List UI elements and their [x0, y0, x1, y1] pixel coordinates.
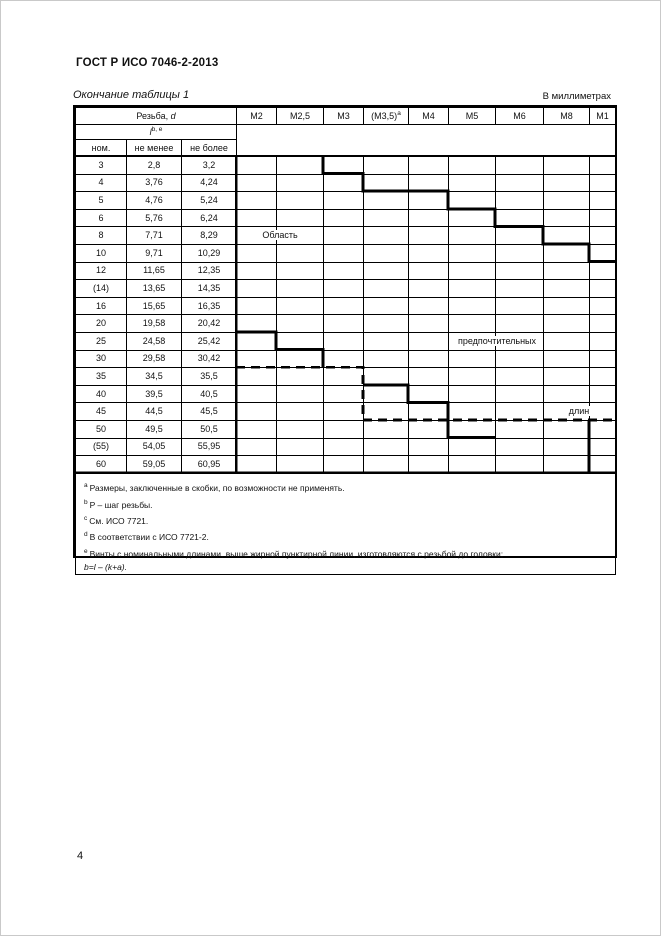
diagram-cell [237, 262, 277, 280]
diagram-cell [324, 350, 364, 368]
diagram-cell [277, 350, 324, 368]
diagram-cell [364, 332, 409, 350]
diagram-cell [409, 438, 449, 456]
diagram-cell [590, 403, 616, 421]
column-header-(m3,5): $(M3,5)^a$ [364, 108, 409, 125]
diagram-cell [409, 209, 449, 227]
standard-number-heading: ГОСТ Р ИСО 7046-2-2013 [76, 57, 219, 69]
diagram-cell [449, 244, 496, 262]
max-length: 5,24 [182, 192, 237, 210]
diagram-cell [449, 350, 496, 368]
diagram-cell [364, 297, 409, 315]
thread-header-cell: Резьба, d [76, 108, 237, 125]
sub-header-max: не более [182, 140, 237, 157]
diagram-cell [496, 315, 544, 333]
diagram-cell [364, 420, 409, 438]
diagram-cell [237, 420, 277, 438]
length-row-55 [76, 438, 616, 456]
min-length: 29,58 [127, 350, 182, 368]
diagram-cell [590, 350, 616, 368]
diagram-cell [449, 456, 496, 474]
diagram-cell [449, 385, 496, 403]
page-number: 4 [77, 850, 84, 862]
diagram-cell [237, 456, 277, 474]
sub-header-min: не менее [127, 140, 182, 157]
diagram-cell [277, 209, 324, 227]
diagram-cell [237, 209, 277, 227]
nominal-length: 8 [76, 227, 127, 245]
region-label-part1: Область [262, 230, 298, 240]
diagram-cell [409, 244, 449, 262]
diagram-cell [324, 244, 364, 262]
diagram-cell [324, 420, 364, 438]
diagram-cell [324, 403, 364, 421]
nominal-length: 6 [76, 209, 127, 227]
min-length: 24,58 [127, 332, 182, 350]
min-length: 11,65 [127, 262, 182, 280]
diagram-cell [277, 157, 324, 175]
max-length: 3,2 [182, 157, 237, 175]
diagram-cell [409, 157, 449, 175]
length-row-12 [76, 262, 616, 280]
length-row-35 [76, 368, 616, 386]
diagram-cell [544, 368, 590, 386]
footnote-line: $^e$ Винты с номинальными длинами, выше жирной пунктирной линии, изготовляются с резьбой до головки; [84, 547, 504, 559]
diagram-cell [277, 420, 324, 438]
units-note: В миллиметрах [542, 91, 611, 102]
diagram-cell [324, 332, 364, 350]
length-row-40 [76, 385, 616, 403]
footnote-line: $^d$ В соответствии с ИСО 7721-2. [84, 531, 209, 542]
min-length: 13,65 [127, 280, 182, 298]
diagram-cell [544, 262, 590, 280]
diagram-cell [364, 262, 409, 280]
length-row-6 [76, 209, 616, 227]
diagram-cell [590, 385, 616, 403]
nominal-length: 5 [76, 192, 127, 210]
diagram-cell [364, 157, 409, 175]
nominal-length: 12 [76, 262, 127, 280]
min-length: 34,5 [127, 368, 182, 386]
diagram-cell [409, 174, 449, 192]
diagram-cell [544, 385, 590, 403]
length-row-3 [76, 157, 616, 175]
diagram-cell [364, 315, 409, 333]
diagram-cell [364, 456, 409, 474]
length-row-14 [76, 280, 616, 298]
diagram-cell [409, 420, 449, 438]
diagram-cell [237, 403, 277, 421]
diagram-cell [277, 280, 324, 298]
diagram-cell [364, 403, 409, 421]
diagram-cell [364, 280, 409, 298]
diagram-cell [277, 297, 324, 315]
max-length: 50,5 [182, 420, 237, 438]
footnotes-row [76, 473, 616, 575]
diagram-area-header-blank [237, 125, 616, 157]
diagram-cell [544, 227, 590, 245]
diagram-cell [364, 244, 409, 262]
diagram-cell [590, 174, 616, 192]
diagram-cell [449, 157, 496, 175]
diagram-cell [449, 280, 496, 298]
diagram-cell [277, 244, 324, 262]
diagram-cell [449, 368, 496, 386]
diagram-cell [544, 244, 590, 262]
diagram-cell [364, 368, 409, 386]
min-length: 19,58 [127, 315, 182, 333]
max-length: 16,35 [182, 297, 237, 315]
diagram-cell [409, 350, 449, 368]
diagram-cell [449, 420, 496, 438]
nominal-length: 25 [76, 332, 127, 350]
diagram-cell [590, 209, 616, 227]
diagram-cell [324, 315, 364, 333]
diagram-cell [496, 403, 544, 421]
diagram-cell [409, 262, 449, 280]
diagram-cell [496, 385, 544, 403]
diagram-cell [237, 297, 277, 315]
diagram-cell [449, 192, 496, 210]
table-caption: Окончание таблицы 1 [73, 89, 190, 101]
diagram-cell [544, 315, 590, 333]
diagram-cell [277, 174, 324, 192]
footnotes-block [76, 474, 615, 574]
diagram-cell [277, 403, 324, 421]
min-length: 9,71 [127, 244, 182, 262]
diagram-cell [237, 350, 277, 368]
column-header-m1: M1 [590, 108, 616, 125]
min-length: 59,05 [127, 456, 182, 474]
diagram-cell [544, 332, 590, 350]
diagram-cell [590, 227, 616, 245]
diagram-cell [409, 368, 449, 386]
diagram-cell [324, 227, 364, 245]
max-length: 4,24 [182, 174, 237, 192]
diagram-cell [590, 297, 616, 315]
diagram-cell [496, 280, 544, 298]
diagram-cell [364, 209, 409, 227]
max-length: 40,5 [182, 385, 237, 403]
column-header-m5: M5 [449, 108, 496, 125]
diagram-cell [237, 174, 277, 192]
column-header-m2,5: M2,5 [277, 108, 324, 125]
footnote-line: b=l – (k+a). [84, 561, 127, 572]
diagram-cell [590, 438, 616, 456]
diagram-cell [277, 192, 324, 210]
length-row-45 [76, 403, 616, 421]
nominal-length: 30 [76, 350, 127, 368]
diagram-cell [590, 157, 616, 175]
diagram-cell [324, 209, 364, 227]
max-length: 6,24 [182, 209, 237, 227]
max-length: 60,95 [182, 456, 237, 474]
footnote-line: $^b$ P – шаг резьбы. [84, 498, 153, 510]
column-header-m6: M6 [496, 108, 544, 125]
min-length: 5,76 [127, 209, 182, 227]
length-row-20 [76, 315, 616, 333]
length-row-60 [76, 456, 616, 474]
max-length: 10,29 [182, 244, 237, 262]
diagram-cell [237, 315, 277, 333]
diagram-cell [496, 227, 544, 245]
max-length: 14,35 [182, 280, 237, 298]
diagram-cell [364, 350, 409, 368]
min-length: 15,65 [127, 297, 182, 315]
diagram-cell [324, 174, 364, 192]
thread-symbol: d [170, 110, 176, 121]
diagram-cell [277, 438, 324, 456]
diagram-cell [237, 332, 277, 350]
diagram-cell [409, 403, 449, 421]
diagram-cell [449, 174, 496, 192]
max-length: 25,42 [182, 332, 237, 350]
nominal-length: 35 [76, 368, 127, 386]
diagram-cell [544, 280, 590, 298]
diagram-cell [590, 420, 616, 438]
max-length: 55,95 [182, 438, 237, 456]
diagram-cell [496, 438, 544, 456]
diagram-cell [409, 315, 449, 333]
min-length: 4,76 [127, 192, 182, 210]
diagram-cell [237, 385, 277, 403]
diagram-cell [496, 262, 544, 280]
diagram-cell [237, 244, 277, 262]
diagram-cell [449, 438, 496, 456]
diagram-cell [496, 192, 544, 210]
region-label-part2: предпочтительных [457, 336, 537, 346]
diagram-cell [496, 456, 544, 474]
diagram-cell [590, 332, 616, 350]
nominal-length: 50 [76, 420, 127, 438]
length-footnote-marker: b, e [151, 126, 163, 133]
diagram-cell [590, 315, 616, 333]
diagram-cell [449, 403, 496, 421]
diagram-cell [590, 368, 616, 386]
diagram-cell [590, 262, 616, 280]
diagram-cell [544, 192, 590, 210]
nominal-length: 10 [76, 244, 127, 262]
diagram-cell [544, 350, 590, 368]
column-header-m4: M4 [409, 108, 449, 125]
diagram-cell [409, 297, 449, 315]
diagram-cell [496, 244, 544, 262]
length-row-50 [76, 420, 616, 438]
diagram-cell [544, 456, 590, 474]
column-header-m2: M2 [237, 108, 277, 125]
diagram-cell [496, 297, 544, 315]
min-length: 7,71 [127, 227, 182, 245]
max-length: 20,42 [182, 315, 237, 333]
diagram-cell [409, 227, 449, 245]
nominal-length: 45 [76, 403, 127, 421]
length-row-10 [76, 244, 616, 262]
diagram-cell [409, 192, 449, 210]
nominal-length: 40 [76, 385, 127, 403]
diagram-cell [324, 262, 364, 280]
nominal-length: 16 [76, 297, 127, 315]
diagram-cell [449, 262, 496, 280]
diagram-cell [277, 368, 324, 386]
nominal-length: 20 [76, 315, 127, 333]
diagram-cell [496, 209, 544, 227]
column-header-m3: M3 [324, 108, 364, 125]
region-label-part3: длин [568, 406, 590, 416]
diagram-cell [324, 368, 364, 386]
diagram-cell [364, 438, 409, 456]
nominal-length: (14) [76, 280, 127, 298]
length-row-8 [76, 227, 616, 245]
nominal-length: 60 [76, 456, 127, 474]
footnote-line: $^c$ См. ИСО 7721. [84, 514, 149, 526]
diagram-cell [324, 297, 364, 315]
diagram-cell [324, 157, 364, 175]
diagram-cell [496, 368, 544, 386]
diagram-cell [544, 438, 590, 456]
diagram-cell [324, 385, 364, 403]
column-header-m8: M8 [544, 108, 590, 125]
diagram-cell [449, 297, 496, 315]
diagram-cell [409, 385, 449, 403]
diagram-cell [544, 174, 590, 192]
diagram-cell [277, 385, 324, 403]
diagram-cell [277, 456, 324, 474]
min-length: 54,05 [127, 438, 182, 456]
length-row-4 [76, 174, 616, 192]
diagram-cell [237, 280, 277, 298]
footnote-line: $^a$ Размеры, заключенные в скобки, по возможности не применять. [84, 482, 345, 494]
diagram-cell [590, 456, 616, 474]
diagram-cell [324, 280, 364, 298]
min-length: 44,5 [127, 403, 182, 421]
diagram-cell [544, 420, 590, 438]
diagram-cell [409, 456, 449, 474]
diagram-cell [237, 157, 277, 175]
diagram-cell [409, 280, 449, 298]
nominal-length: 3 [76, 157, 127, 175]
min-length: 49,5 [127, 420, 182, 438]
diagram-cell [364, 192, 409, 210]
diagram-cell [237, 368, 277, 386]
diagram-cell [496, 174, 544, 192]
diagram-cell [449, 315, 496, 333]
diagram-cell [277, 315, 324, 333]
diagram-cell [277, 262, 324, 280]
length-row-5 [76, 192, 616, 210]
lengths-table [73, 105, 617, 572]
nominal-length: (55) [76, 438, 127, 456]
diagram-cell [496, 420, 544, 438]
diagram-cell [590, 280, 616, 298]
diagram-cell [364, 227, 409, 245]
length-symbol-cell: $l^{b, e}$ [76, 125, 237, 140]
diagram-cell [544, 157, 590, 175]
diagram-cell [364, 385, 409, 403]
diagram-cell [544, 209, 590, 227]
diagram-cell [590, 192, 616, 210]
diagram-cell [590, 244, 616, 262]
diagram-cell [544, 297, 590, 315]
diagram-cell [409, 332, 449, 350]
diagram-cell [496, 350, 544, 368]
diagram-cell [364, 174, 409, 192]
min-length: 3,76 [127, 174, 182, 192]
sub-header-nominal: ном. [76, 140, 127, 157]
length-row-16 [76, 297, 616, 315]
max-length: 8,29 [182, 227, 237, 245]
diagram-cell [324, 438, 364, 456]
min-length: 39,5 [127, 385, 182, 403]
diagram-cell [449, 209, 496, 227]
min-length: 2,8 [127, 157, 182, 175]
nominal-length: 4 [76, 174, 127, 192]
length-row-30 [76, 350, 616, 368]
diagram-cell [324, 456, 364, 474]
max-length: 45,5 [182, 403, 237, 421]
table-body [76, 157, 616, 474]
max-length: 12,35 [182, 262, 237, 280]
max-length: 30,42 [182, 350, 237, 368]
diagram-cell [237, 438, 277, 456]
max-length: 35,5 [182, 368, 237, 386]
diagram-cell [496, 157, 544, 175]
diagram-cell [277, 332, 324, 350]
thread-header-row [76, 108, 616, 125]
diagram-cell [449, 227, 496, 245]
diagram-cell [324, 192, 364, 210]
diagram-cell [237, 192, 277, 210]
